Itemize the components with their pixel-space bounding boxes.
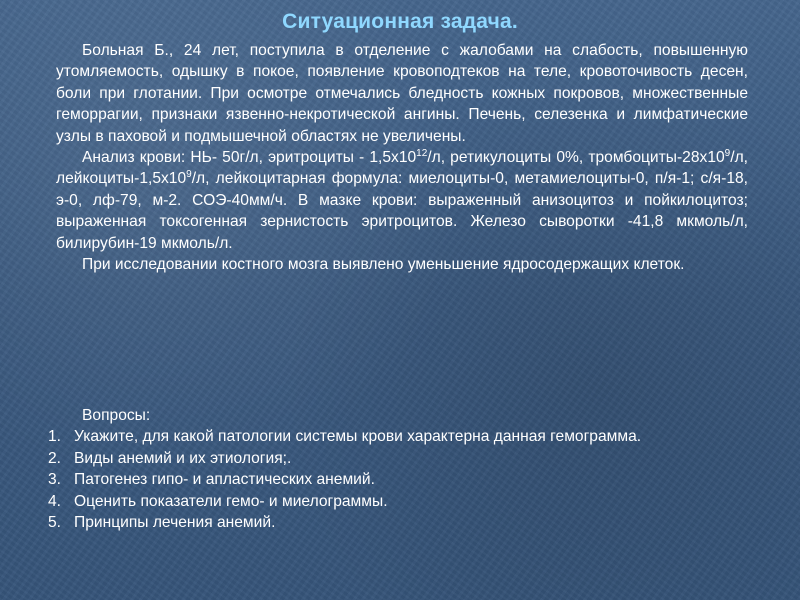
platelet-exponent: 9 xyxy=(724,147,731,159)
case-paragraph-complaints: Больная Б., 24 лет, поступила в отделение с жалобами на слабость, повышенную утомляемость, одышку в покое, появление кровоподтеков на теле, кровоточивость десен, боли при глотании. При осмотре отмечались бледность кожных покровов, множественные геморрагии, признаки язвенно-некротической ангины. Печень, селезенка и лимфатические узлы в паховой и подмышечной областях не увеличены. xyxy=(56,42,748,145)
questions-section xyxy=(48,405,748,533)
question-item xyxy=(48,491,748,512)
slide-title: Ситуационная задача. xyxy=(282,10,518,33)
question-item xyxy=(48,426,748,447)
question-number: 3. xyxy=(48,471,62,489)
question-item xyxy=(48,448,748,469)
question-number: 5. xyxy=(48,514,62,532)
case-paragraph-bone-marrow: При исследовании костного мозга выявлено уменьшение ядросодержащих клеток. xyxy=(82,256,685,274)
question-text: Оценить показатели гемо- и миелограммы. xyxy=(74,492,388,510)
blood-analysis-text-2: /л, ретикулоциты 0%, тромбоциты-28х10 xyxy=(427,149,725,167)
case-description xyxy=(56,40,748,275)
blood-analysis-text-4: /л, лейкоцитарная формула: миелоциты-0, метамиелоциты-0, п/я-1; с/я-18, э-0, лф-79, м-2. СОЭ-40мм/ч. В мазке крови: выраженный анизоцитоз и пойкилоцитоз; выраженная токсогенная зернистость эритроцитов. Железо сыворотки -41,8 мкмоль/л, билирубин-19 мкмоль/л. xyxy=(56,170,748,252)
question-item xyxy=(48,512,748,533)
leukocyte-exponent: 9 xyxy=(186,169,192,181)
question-text: Патогенез гипо- и апластических анемий. xyxy=(74,471,375,489)
question-text: Укажите, для какой патологии системы крови характерна данная гемограмма. xyxy=(74,428,642,446)
questions-heading: Вопросы: xyxy=(82,407,151,424)
question-number: 4. xyxy=(48,492,62,510)
question-number: 2. xyxy=(48,449,62,467)
blood-analysis-text-3: /л, лейкоциты-1,5х10 xyxy=(56,149,748,188)
question-text: Принципы лечения анемий. xyxy=(74,514,276,532)
case-paragraph-blood-analysis xyxy=(56,147,748,254)
erythrocyte-exponent: 12 xyxy=(416,147,428,159)
blood-analysis-text-1: Анализ крови: НЬ- 50г/л, эритроциты - 1,5х10 xyxy=(82,149,417,167)
question-text: Виды анемий и их этиология;. xyxy=(74,449,292,467)
questions-list xyxy=(48,426,748,533)
question-item xyxy=(48,469,748,490)
question-number: 1. xyxy=(48,428,62,446)
